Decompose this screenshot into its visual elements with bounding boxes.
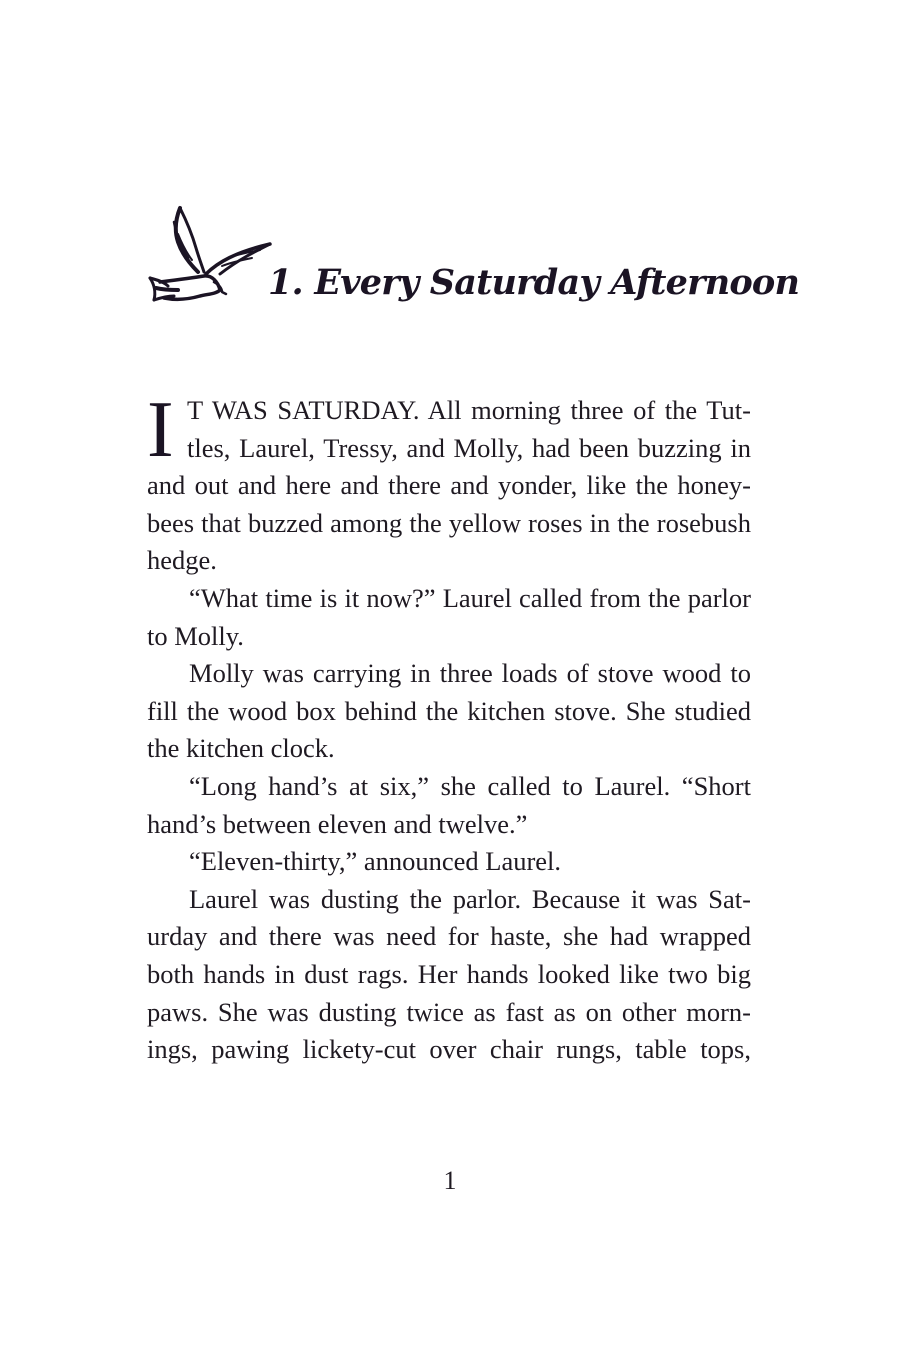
text-line: both hands in dust rags. Her hands looked like two big <box>147 958 751 989</box>
text-line: Laurel was dusting the parlor. Because it was Sat- <box>189 883 751 914</box>
text-line: “Eleven-thirty,” announced Laurel. <box>189 846 562 877</box>
chapter-heading <box>146 204 800 308</box>
chapter-body <box>147 386 751 1069</box>
drop-cap: I <box>147 386 174 474</box>
text-line: ings, pawing lickety-cut over chair rungs, table tops, <box>147 1034 751 1065</box>
text-line: hand’s between eleven and twelve.” <box>147 808 528 839</box>
text-line: “What time is it now?” Laurel called from the parlor <box>189 582 751 613</box>
text-line: Molly was carrying in three loads of stove wood to <box>189 658 751 689</box>
text-line: “Long hand’s at six,” she called to Laurel. “Short <box>189 770 751 801</box>
text-line: hedge. <box>147 545 217 576</box>
text-line: T WAS SATURDAY. All morning three of the Tut- <box>187 395 751 425</box>
text-line: and out and here and there and yonder, like the honey- <box>147 470 751 501</box>
page-number: 1 <box>443 1166 457 1195</box>
text-line: paws. She was dusting twice as fast as on other morn- <box>147 996 751 1027</box>
text-line: the kitchen clock. <box>147 733 335 764</box>
text-line: fill the wood box behind the kitchen stove. She studied <box>147 695 751 726</box>
chapter-title: 1. Every Saturday Afternoon <box>268 262 800 303</box>
text-line: bees that buzzed among the yellow roses in the rosebush <box>147 507 751 538</box>
text-line: to Molly. <box>147 620 244 651</box>
text-line: urday and there was need for haste, she had wrapped <box>147 921 751 952</box>
dove-icon <box>146 204 276 308</box>
text-line: tles, Laurel, Tressy, and Molly, had been buzzing in <box>187 432 751 463</box>
